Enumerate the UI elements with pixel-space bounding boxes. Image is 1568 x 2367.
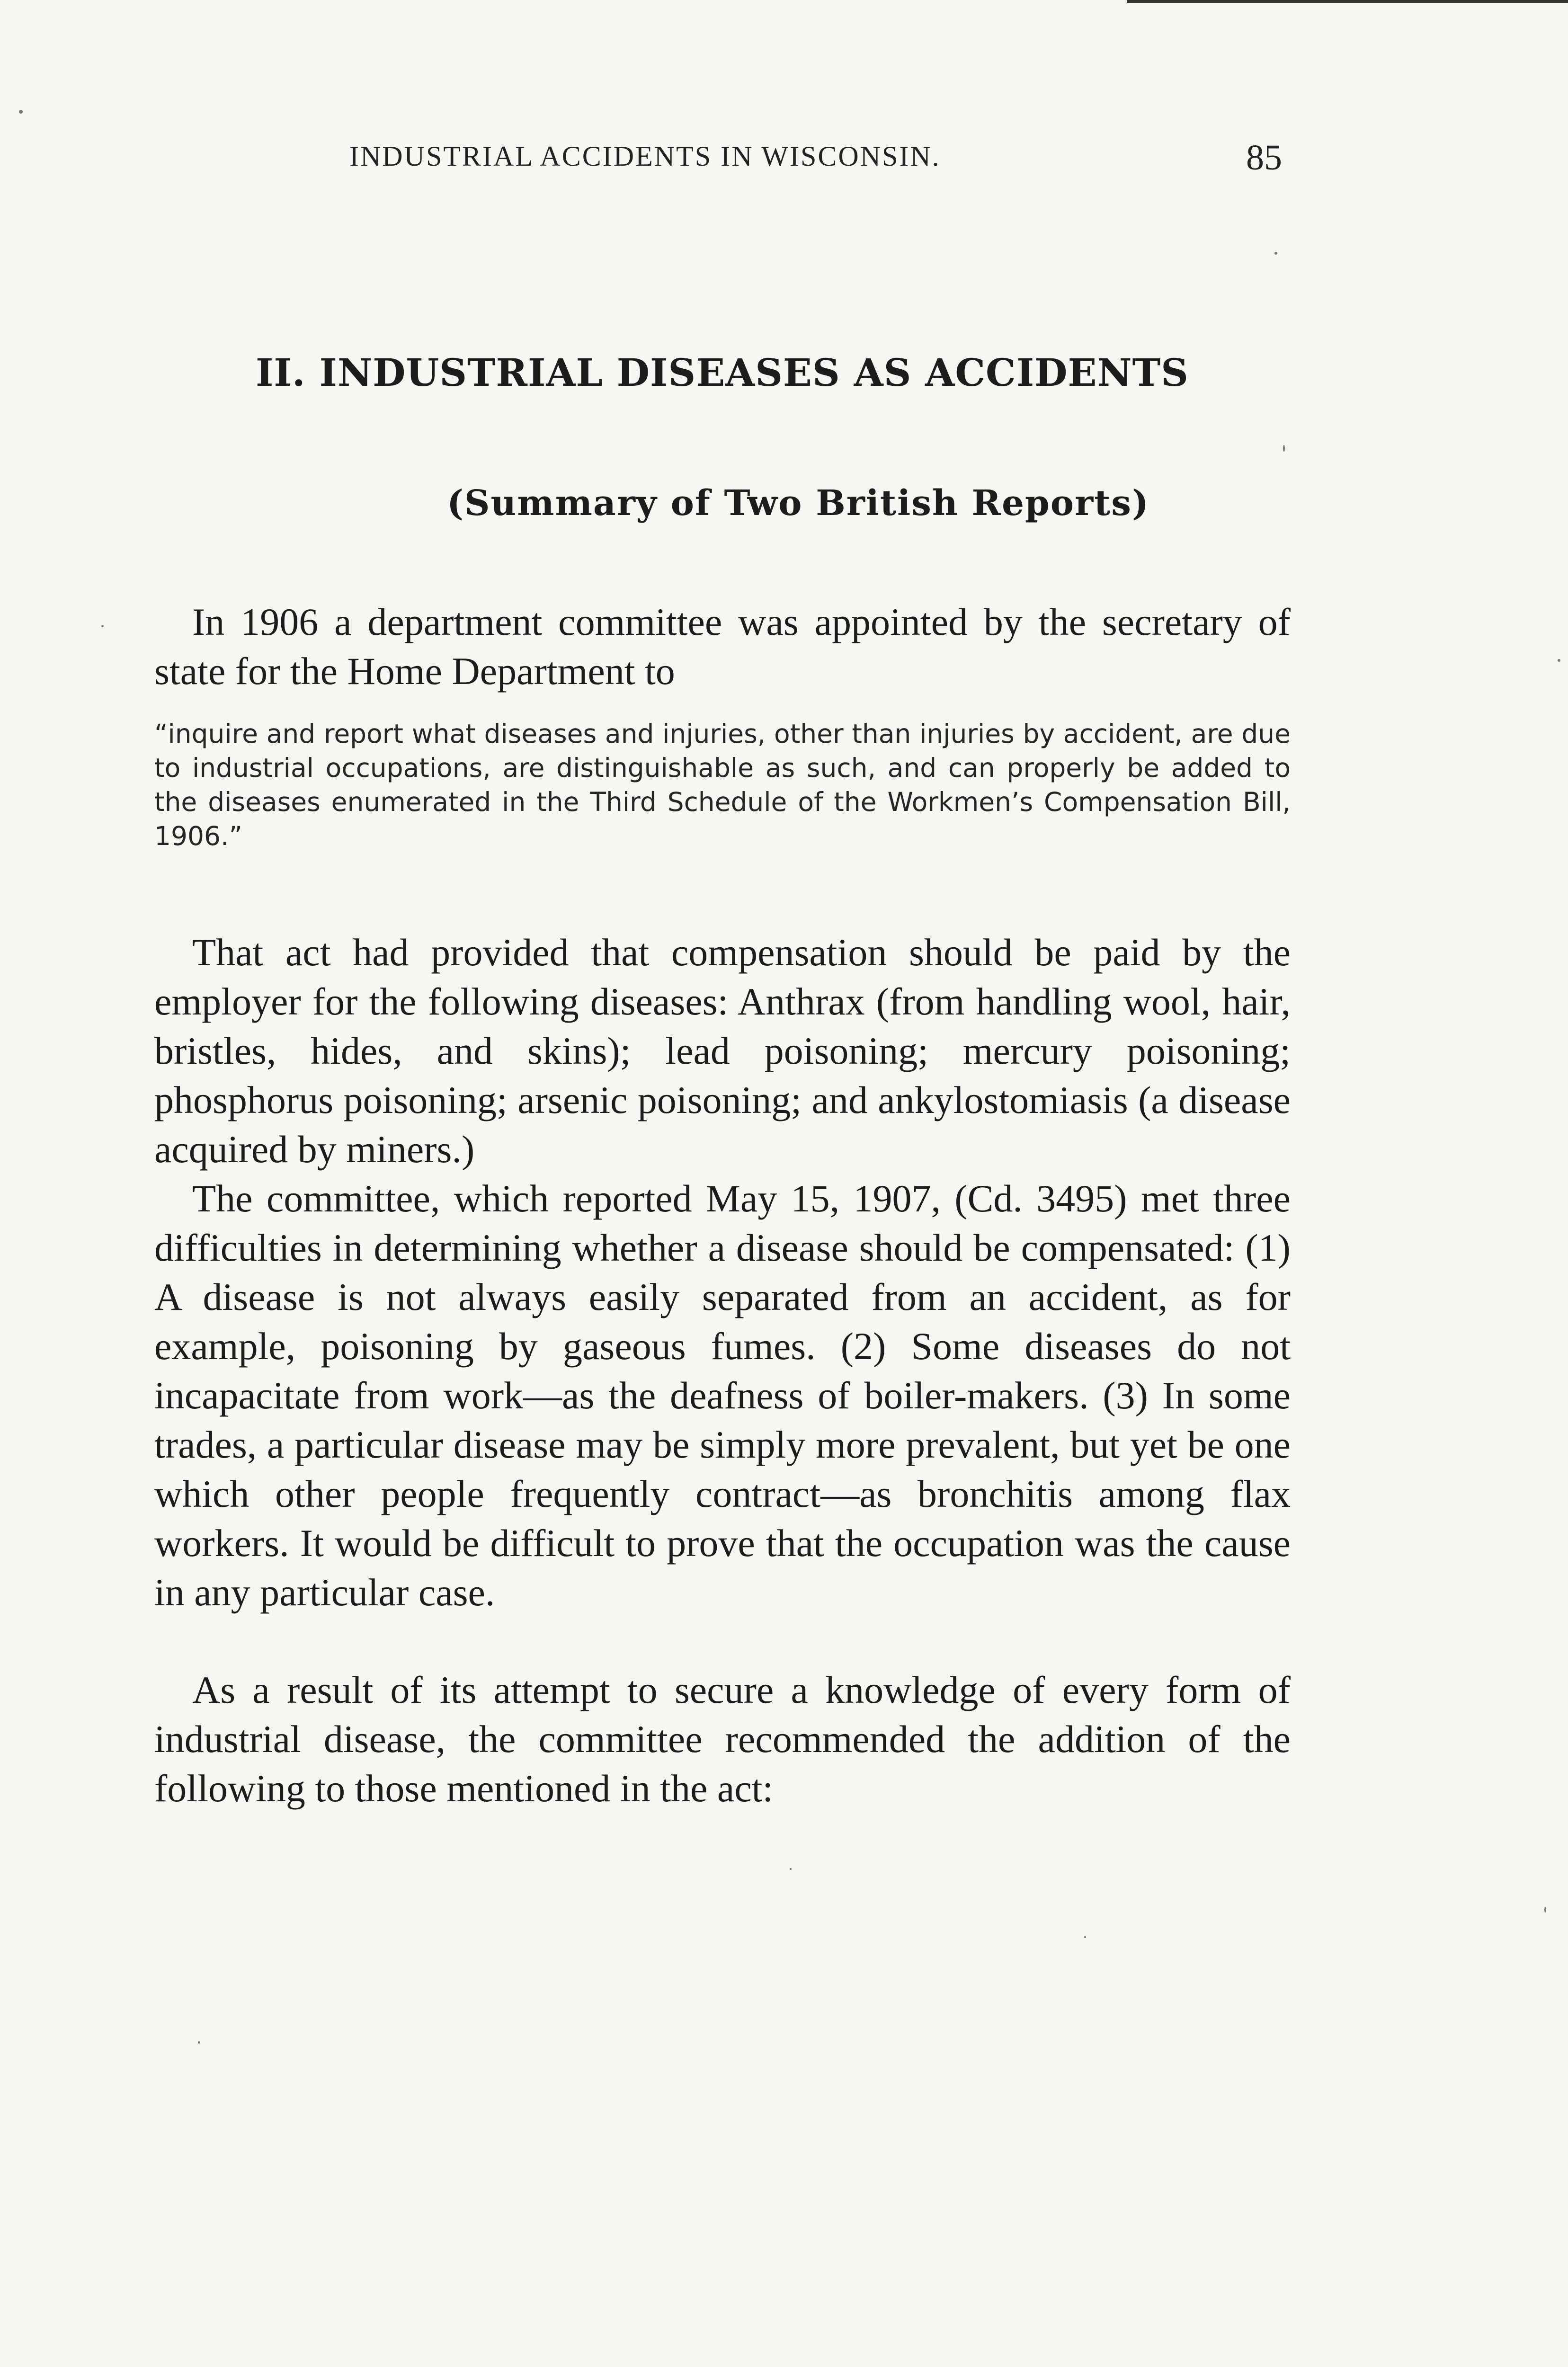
scan-speck (790, 1868, 792, 1870)
scan-speck (19, 110, 23, 114)
paragraph-committee-difficulties: The committee, which reported May 15, 1907, (Cd. 3495) met three difficulties in determining whether a disease should be compensated: (1) A disease is not always easily separated from an accident, as for example, poisoning by gaseous fumes. (2) Some diseases do not incapacitate from work—as the deafness of boiler-makers. (3) In some trades, a particular disease may be simply more prevalent, but yet be one which other people frequently contract—as bronchitis among flax workers. It would be difficult to prove that the occupation was the cause in any particular case. (154, 1177, 1291, 1614)
scan-speck (1558, 659, 1560, 662)
scan-speck (101, 625, 104, 627)
paragraph-recommendation: As a result of its attempt to secure a knowledge of every form of industrial disease, the committee recommended the addition of the following to those mentioned in the act: (154, 1668, 1291, 1810)
paragraph-intro: In 1906 a department committee was appointed by the secretary of state for the Home Department to (154, 600, 1291, 693)
top-edge-rule (1127, 0, 1568, 3)
scan-speck (1283, 445, 1285, 452)
paragraph-compensated-diseases: That act had provided that compensation should be paid by the employer for the following diseases: Anthrax (from handling wool, hair, bristles, hides, and skins); lead poisoning; mercury poisoning; phosphorus poisoning; arsenic poisoning; and ankylostomiasis (a disease acquired by miners.) (154, 931, 1291, 1171)
section-subtitle: (Summary of Two British Reports) (447, 483, 1149, 524)
scan-speck (198, 2041, 200, 2044)
page-number: 85 (1246, 138, 1282, 178)
running-header: INDUSTRIAL ACCIDENTS IN WISCONSIN. (349, 141, 941, 172)
block-quote: “inquire and report what diseases and injuries, other than injuries by accident, are due to industrial occupations, are distinguishable as such, and can properly be added to the diseases enumerated in the Third Schedule of the Workmen’s Compensation Bill, 1906.” (154, 719, 1291, 851)
scan-speck (1544, 1907, 1546, 1913)
scan-speck (1084, 1936, 1086, 1938)
scan-speck (1274, 252, 1277, 255)
section-title: II. INDUSTRIAL DISEASES AS ACCIDENTS (256, 350, 1189, 395)
